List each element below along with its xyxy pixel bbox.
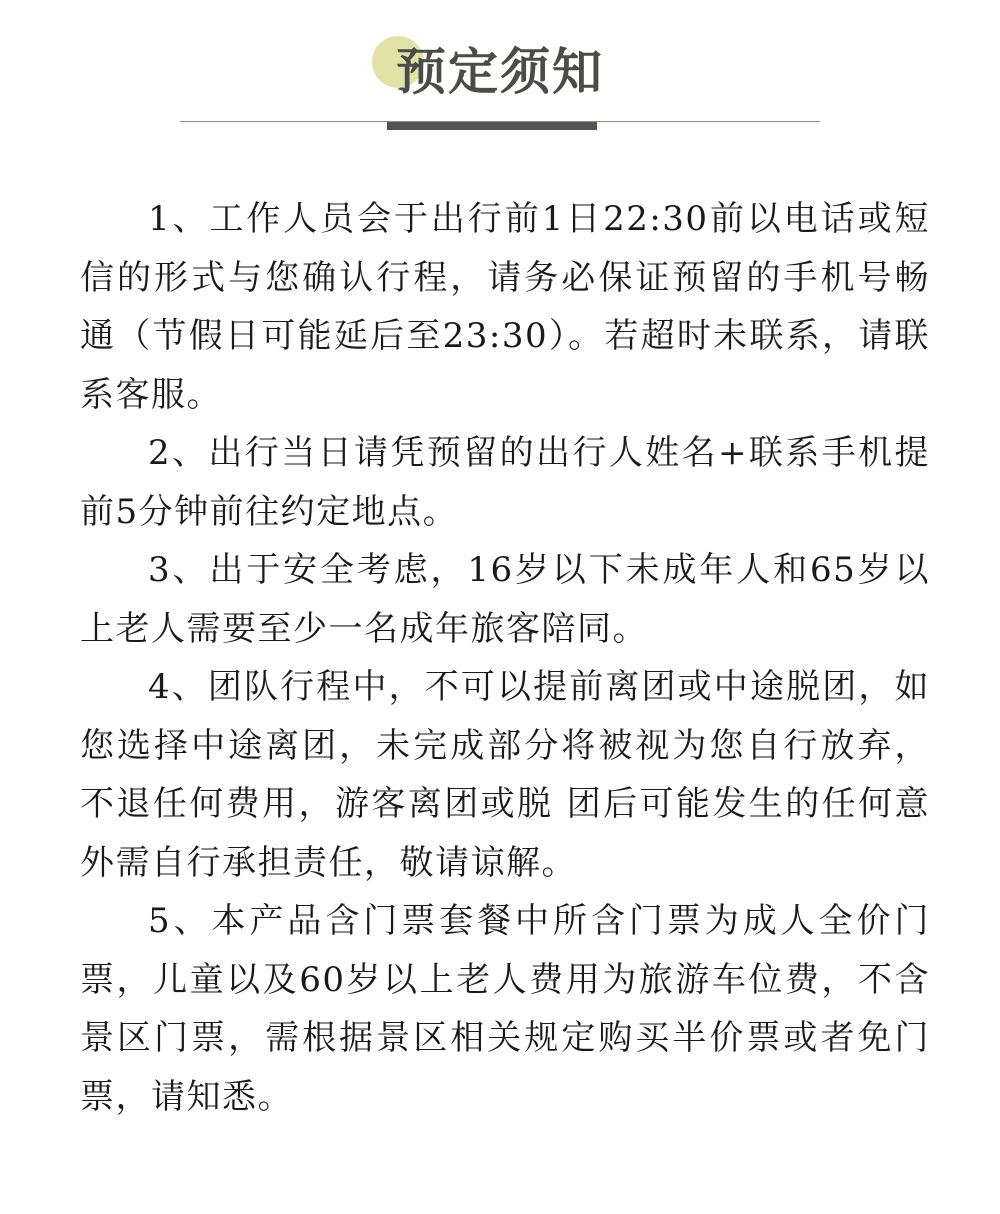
notice-item-2: 2、出行当日请凭预留的出行人姓名+联系手机提前5分钟前往约定地点。 (80, 433, 930, 532)
header (0, 0, 1000, 140)
notice-item-4: 4、团队行程中，不可以提前离团或中途脱团，如您选择中途离团，未完成部分将被视为您自行放弃，不退任何费用，游客离团或脱 团后可能发生的任何意外需自行承担责任，敬请谅解。 (80, 667, 930, 883)
notice-item-1: 1、工作人员会于出行前1日22:30前以电话或短信的形式与您确认行程，请务必保证预留的手机号畅通（节假日可能延后至23:30）。若超时未联系，请联系客服。 (80, 199, 930, 415)
notice-item-5: 5、本产品含门票套餐中所含门票为成人全价门票，儿童以及60岁以上老人费用为旅游车位费，不含景区门票，需根据景区相关规定购买半价票或者免门票，请知悉。 (80, 901, 930, 1117)
title-divider-accent-bar (387, 122, 597, 130)
notice-item-3: 3、出于安全考虑，16岁以下未成年人和65岁以上老人需要至少一名成年旅客陪同。 (80, 550, 930, 649)
page-title: 预定须知 (396, 42, 604, 101)
notice-content (80, 190, 930, 1126)
